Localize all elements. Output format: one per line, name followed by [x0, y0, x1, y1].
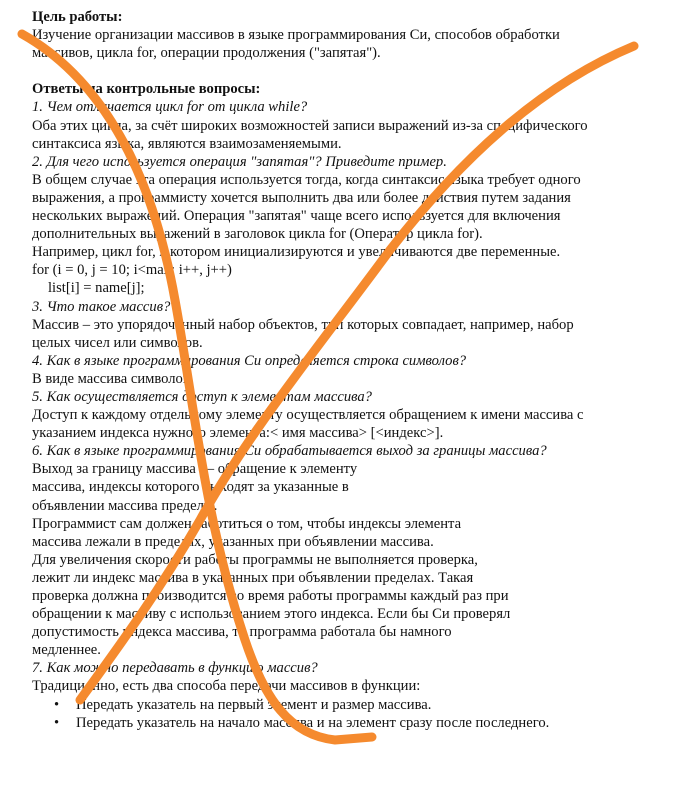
answer-line: Для увеличения скорости работы программы не выполняется проверка, — [32, 551, 478, 568]
answer-line: дополнительных выражений в заголовок цикла for (Оператор цикла for). — [32, 226, 483, 243]
bullet-dot-icon: • — [54, 696, 60, 713]
answer-line: Массив – это упорядоченный набор объектов, тип которых совпадает, например, набор — [32, 316, 574, 333]
answer-line: указанием индекса нужного элемента:< имя массива> [<индекс>]. — [32, 425, 444, 442]
answer-line: лежит ли индекс массива в указанных при объявлении пределах. Такая — [32, 569, 474, 586]
answer-line: for (i = 0, j = 10; i<max; i++, j++) — [32, 262, 232, 279]
answer-line: нескольких выражений. Операция "запятая" чаще всего используется для включения — [32, 208, 561, 225]
answer-line: медленнее. — [32, 642, 101, 659]
question-line: 5. Как осуществляется доступ к элементам массива? — [32, 388, 372, 405]
answer-line: В общем случае эта операция используется тогда, когда синтаксис языка требует одного — [32, 171, 581, 188]
answer-line: list[i] = name[j]; — [48, 280, 145, 297]
answer-line: массива лежали в пределах, указанных при объявлении массива. — [32, 533, 434, 550]
answer-line: объявлении массива пределы. — [32, 497, 218, 514]
list-item — [32, 696, 672, 714]
question-line: 6. Как в языке программирования Си обрабатывается выход за границы массива? — [32, 443, 547, 460]
answer-line: Оба этих цикла, за счёт широких возможностей записи выражений из-за специфического — [32, 117, 588, 134]
question-line: 2. Для чего используется операция "запятая"? Приведите пример. — [32, 153, 447, 170]
bullet-dot-icon: • — [54, 714, 60, 731]
question-line: 4. Как в языке программирования Си определяется строка символов? — [32, 352, 467, 369]
answer-line: массива, индексы которого выходят за указанные в — [32, 479, 349, 496]
answer-line: допустимость индекса массива, то программа работала бы намного — [32, 624, 452, 641]
answer-line: синтаксиса языка, являются взаимозаменяемыми. — [32, 135, 342, 152]
question-line: 7. Как можно передавать в функцию массив? — [32, 660, 318, 677]
bullet-list — [32, 696, 672, 732]
answer-line: Например, цикл for, в котором инициализируются и увеличиваются две переменные. — [32, 244, 561, 261]
answer-line: выражения, а программисту хочется выполнить два или более действия путем задания — [32, 189, 571, 206]
answers-title: Ответы на контрольные вопросы: — [32, 81, 261, 98]
answer-line: Программист сам должен заботиться о том, чтобы индексы элемента — [32, 515, 462, 532]
question-line: 3. Что такое массив? — [32, 298, 171, 315]
answer-line: В виде массива символов. — [32, 370, 194, 387]
list-item — [32, 714, 672, 732]
blank-line — [32, 62, 672, 80]
question-line: 1. Чем отличается цикл for от цикла while? — [32, 99, 308, 116]
answer-line: Традиционно, есть два способа передачи массивов в функции: — [32, 678, 421, 695]
answer-line: проверка должна производится во время работы программы каждый раз при — [32, 588, 509, 604]
header-text-line: Изучение организации массивов в языке программирования Си, способов обработки — [32, 27, 560, 44]
document-page — [32, 8, 672, 732]
answer-line: целых чисел или символов. — [32, 334, 203, 351]
answer-line: Доступ к каждому отдельному элементу осуществляется обращением к имени массива с — [32, 407, 584, 424]
answer-line: Выход за границу массива — обращение к элементу — [32, 461, 358, 478]
header-text-line: массивов, цикла for, операции продолжения ("запятая"). — [32, 45, 381, 62]
list-item-text: Передать указатель на первый элемент и размер массива. — [76, 696, 432, 713]
list-item-text: Передать указатель на начало массива и на элемент сразу после последнего. — [76, 714, 550, 731]
answers-body — [32, 98, 672, 695]
answer-line: обращении к массиву с использованием этого индекса. Если бы Си проверял — [32, 606, 511, 623]
header-title: Цель работы: — [32, 9, 123, 25]
